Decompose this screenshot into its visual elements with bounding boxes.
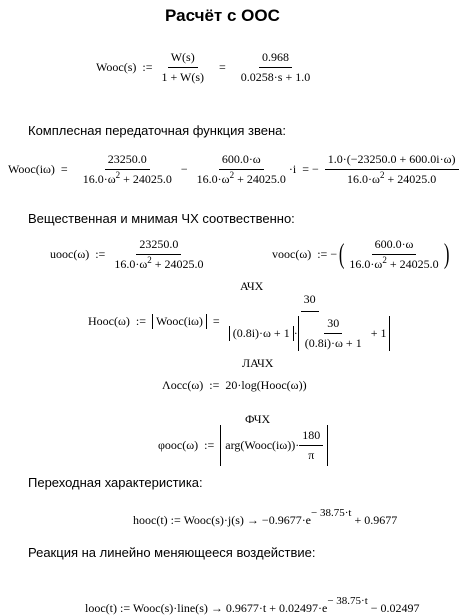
eq3-sq: 2: [147, 255, 152, 265]
eq4-num: 600.0·ω: [372, 237, 417, 255]
label-ramp-response: Реакция на линейно меняющееся воздействие:: [28, 545, 316, 560]
eq8-rhs: Wooc(s)·j(s): [183, 513, 244, 527]
eq8-exp: − 38.75·t: [311, 507, 352, 519]
eq2-d2-sq: 2: [229, 170, 235, 180]
eq2-d3a: 16.0·ω: [347, 172, 380, 186]
eq7-fraction: [299, 428, 323, 463]
step-response-equation: [133, 507, 397, 528]
eq5-fraction: [226, 292, 394, 351]
eq2-d3-sq: 2: [379, 170, 385, 180]
label-lach: ЛАЧХ: [242, 356, 274, 370]
real-part-equation: [50, 237, 207, 272]
eq1-fraction-result: [238, 50, 313, 85]
eq1-num: W(s): [168, 50, 198, 68]
eq9-res2: − 0.02497: [370, 601, 420, 615]
eq1-num2: 0.968: [259, 50, 292, 68]
label-ach: АЧХ: [240, 279, 264, 293]
eq2-d3b: + 24025.0: [387, 172, 437, 186]
page-title: Расчёт с ООС: [165, 6, 280, 25]
eq2-d1-sq: 2: [115, 170, 121, 180]
eq5-lhs: Hooc(ω): [88, 314, 130, 328]
eq2-d2a: 16.0·ω: [196, 172, 230, 186]
eq2-n1: 23250.0: [105, 152, 150, 170]
eq2-d1b: + 24025.0: [123, 172, 172, 186]
complex-tf-equation: [8, 152, 459, 187]
eq8-lhs: hooc(t): [133, 513, 168, 527]
eq6-lhs: Λocc(ω): [162, 378, 204, 392]
eq6-def: :=: [209, 378, 220, 392]
eq5-num: 30: [301, 292, 319, 312]
eq9-rhs: Wooc(s)·line(s): [132, 601, 208, 615]
eq9-exp: − 38.75·t: [327, 595, 368, 607]
eq7-den: π: [308, 448, 315, 462]
eq9-res1: 0.9677·t + 0.02497·e: [225, 601, 328, 615]
closed-loop-tf-equation: [96, 50, 313, 85]
eq4-db: + 24025.0: [389, 257, 439, 271]
eq2-fraction-3: [325, 152, 459, 187]
eq5-abs-right: [298, 316, 391, 351]
eq8-arrow: →: [246, 513, 259, 527]
eq2-minus: −: [180, 162, 188, 176]
eq2-n3: 1.0·(−23250.0 + 600.0i·ω): [325, 152, 459, 170]
ramp-response-equation: [85, 595, 420, 616]
imag-part-equation: vooc(ω) := − ( $\frac{600.0\cdot\omega}{16.0\cdot\omega^2 + 24025.0}$ ): [272, 237, 450, 271]
eq4-fraction: [346, 237, 441, 272]
label-step-response: Переходная характеристика:: [28, 475, 203, 490]
eq9-lhs: looc(t): [85, 601, 117, 615]
eq4-def: := −: [317, 247, 338, 261]
eq2-d2b: + 24025.0: [237, 172, 286, 186]
eq2-lhs: Wooc(iω): [8, 162, 55, 176]
label-fch: ФЧХ: [245, 412, 271, 426]
label-real-imag: Вещественная и мнимая ЧХ соотвественно:: [28, 211, 295, 226]
eq2-eq: =: [60, 162, 68, 176]
eq1-den: 1 + W(s): [161, 70, 205, 84]
eq4-lhs: vooc(ω): [272, 247, 312, 261]
eq5-abs-left: [229, 326, 294, 341]
eq8-res1: −0.9677·e: [261, 513, 312, 527]
eq3-fraction: [111, 237, 206, 272]
eq5-absarg: Wooc(iω): [156, 314, 203, 328]
eq5-plus1: + 1: [370, 326, 387, 340]
eq8-def: :=: [170, 513, 181, 527]
eq3-def: :=: [95, 247, 106, 261]
eq4-da: 16.0·ω: [349, 257, 383, 271]
eq5-inden: (0.8i)·ω + 1: [304, 336, 362, 350]
eq3-db: + 24025.0: [154, 257, 204, 271]
eq6-rhs: 20·log(Hooc(ω)): [225, 378, 307, 392]
eq1-eq: =: [219, 60, 226, 74]
eq3-num: 23250.0: [136, 237, 181, 255]
eq7-num: 180: [299, 428, 323, 446]
eq2-d1a: 16.0·ω: [82, 172, 116, 186]
eq7-def: :=: [204, 438, 215, 452]
eq2-n2: 600.0·ω: [219, 152, 264, 170]
eq3-lhs: uooc(ω): [50, 247, 90, 261]
eq2-fraction-1: [80, 152, 175, 187]
eq2-eq2: = −: [302, 162, 319, 176]
eq5-abs: [152, 314, 207, 329]
eq5-eq: =: [212, 314, 220, 328]
eq1-lhs: Wooc(s): [96, 60, 137, 74]
magnitude-response-equation: [88, 292, 393, 351]
eq5-def: :=: [135, 314, 146, 328]
eq5-inner-fraction: [302, 316, 365, 351]
eq7-arg: arg(Wooc(iω))·: [225, 438, 300, 452]
phase-response-equation: [158, 425, 328, 466]
eq9-def: :=: [120, 601, 131, 615]
eq5-dot: ·: [293, 326, 298, 340]
eq1-den2: 0.0258·s + 1.0: [240, 70, 311, 84]
eq2-imul: ·i: [288, 162, 297, 176]
eq7-lhs: φooc(ω): [158, 438, 199, 452]
eq5-dl: (0.8i)·ω + 1: [232, 326, 290, 340]
eq8-res2: + 0.9677: [354, 513, 398, 527]
label-complex-tf: Комплесная передаточная функция звена:: [28, 123, 286, 138]
eq9-arrow: →: [210, 601, 223, 615]
eq1-fraction: [158, 50, 207, 85]
eq2-fraction-2: [194, 152, 289, 187]
eq5-innum: 30: [324, 316, 342, 334]
eq1-def: :=: [142, 60, 153, 74]
log-magnitude-equation: [162, 378, 307, 393]
eq4-sq: 2: [382, 255, 387, 265]
eq7-abs: [220, 425, 328, 466]
eq3-da: 16.0·ω: [114, 257, 148, 271]
